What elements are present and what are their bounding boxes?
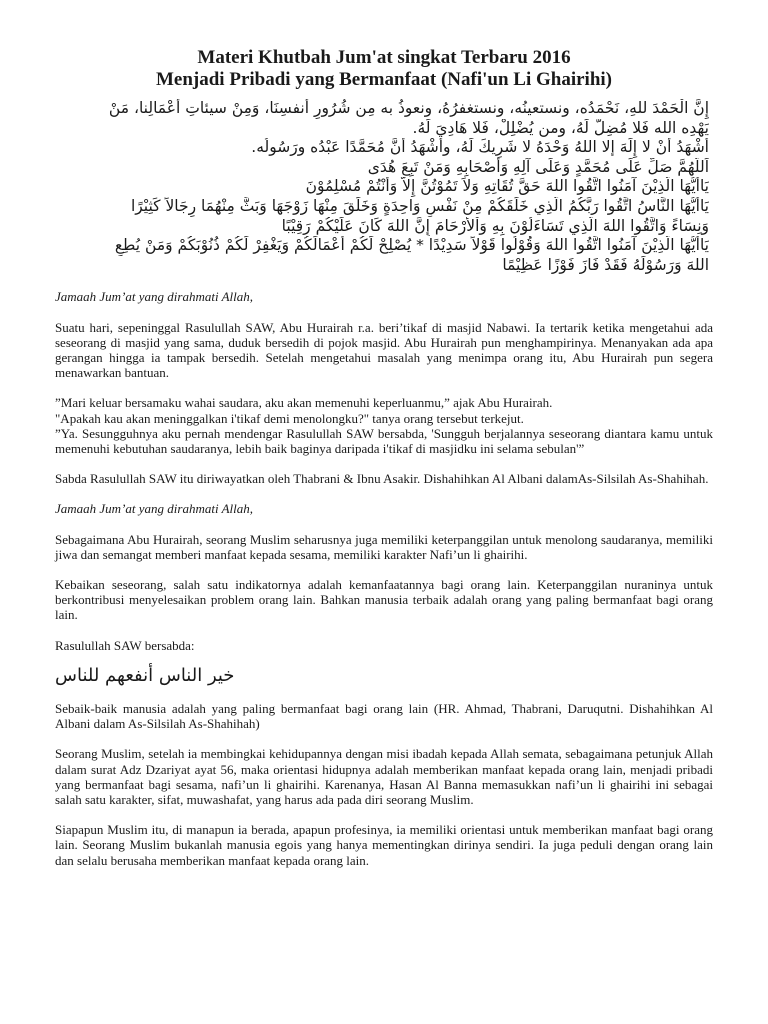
arabic-line: أَشْهَدُ أَنْ لا إِلَهَ إلا اللهُ وَحْدَهُ لا شَرِيكَ لَهُ، وأَشْهَدُ أَنَّ مُحَمَّدًا عَبْدُه ورَسُولُه.	[251, 138, 709, 157]
paragraph: Rasulullah SAW bersabda:	[55, 637, 195, 653]
title-block	[55, 0, 713, 91]
arabic-line: إِنَّ الْحَمْدَ للهِ، نَحْمَدُه، ونستعينُه، ونستغفرُهُ، ونعوذُ به مِن شُرُورِ أنفسِنَا، وَمِنْ سيئاتِ أعْمَالِنا، مَنْ	[108, 99, 709, 117]
dialogue-line: ”Mari keluar bersamaku wahai saudara, aku akan memenuhi keperluanmu,” ajak Abu Hurairah.	[55, 395, 553, 411]
greeting: Jamaah Jum’at yang dirahmati Allah,	[55, 501, 253, 517]
paragraph: Kebaikan seseorang, salah satu indikatornya adalah kemanfaatannya bagi orang lain. Keterpanggilan nuraninya untuk berkontribusi menyelesaikan problem orang lain. Bahkan manusia terbaik adalah orang yang paling bermanfaat bagi orang lain.	[55, 576, 713, 623]
arabic-line: يَهْدِه الله فَلا مُضِلَّ لَهُ، ومن يُضْلِلْ، فَلا هَادِيَ لَهُ.	[412, 118, 709, 137]
arabic-line: وَنِسَاءً وَاتَّقُوا اللهَ الَّذِي تَسَاءَلُوْنَ بِهِ وَاْلأَرْحَامَ إِنَّ اللهَ كَانَ عَلَيْكُمْ رَقِيْبًا	[281, 216, 709, 235]
arabic-line: يَاأَيُّهَا الَّذِيْنَ آمَنُوا اتَّقُوا اللهَ حَقَّ تُقَاتِهِ وَلاَ تَمُوْتُنَّ إِلاَّ وَأَنْتُمْ مُسْلِمُوْنَ	[305, 177, 709, 196]
paragraph: Sabda Rasulullah SAW itu diriwayatkan oleh Thabrani & Ibnu Asakir. Dishahihkan Al Albani dalamAs-Silsilah As-Shahihah.	[55, 471, 709, 487]
body-text	[55, 289, 713, 867]
document-subtitle: Menjadi Pribadi yang Bermanfaat (Nafi'un Li Ghairihi)	[155, 69, 613, 90]
paragraph: Suatu hari, sepeninggal Rasulullah SAW, Abu Hurairah r.a. beri’tikaf di masjid Nabawi. Ia tertarik ketika mengetahui ada seseorang di masjid yang sama, duduk bersedih di pojok masjid. Abu Hurairah pun menghampirinya. Menanyakan ada apa gerangan hingga ia tampak bersedih. Setelah mengetahui masalah yang menimpa orang itu, Abu Hurairah pun segera menawarkan bantuan.	[55, 319, 713, 381]
arabic-line: اللهَ وَرَسُوْلَهُ فَقَدْ فَازَ فَوْزًا عَظِيْمًا	[502, 255, 709, 274]
paragraph: Seorang Muslim, setelah ia membingkai kehidupannya dengan misi ibadah kepada Allah semata, sebagaimana petunjuk Allah dalam surat Adz Dzariyat ayat 56, maka orientasi hidupnya adalah memberikan manfaat kepada orang lain, menjadi pribadi yang bermanfaat bagi sesama, nafi’un li ghairihi. Karenanya, Hasan Al Banna memasukkan nafi’un li ghairihi ini sebagai salah satu karakter, sifat, muwashafat, yang harus ada pada diri seorang Muslim.	[55, 746, 713, 808]
arabic-line: اَللَّهُمَّ صَلِّ عَلَى مُحَمَّدٍ وَعَلَى آلِهِ وَأَصْحَابِهِ وَمَنْ تَبِعَ هُدَى	[367, 157, 709, 176]
paragraph: Siapapun Muslim itu, di manapun ia berada, apapun profesinya, ia memiliki orientasi untuk memberikan manfaat bagi orang lain. Seorang Muslim bukanlah manusia egois yang hanya mementingkan dirinya sendiri. Ia juga peduli dengan orang lain dan selalu berusaha memberikan manfaat kepada orang lain.	[55, 822, 713, 868]
dialogue-line: "Apakah kau akan meninggalkan i'tikaf demi menolongku?" tanya orang tersebut terkejut.	[55, 410, 524, 426]
document-title: Materi Khutbah Jum'at singkat Terbaru 2016	[197, 47, 571, 68]
arabic-line: يَاأَيُّهَا الَّذِيْنَ آمَنُوا اتَّقُوا اللهَ وَقُوْلُوا قَوْلاً سَدِيْدًا * يُصْلِحْ لَكُمْ أَعْمَالَكُمْ وَيَغْفِرْ لَكُمْ ذُنُوْبَكُمْ وَمَنْ يُطِعِ	[114, 236, 709, 255]
arabic-opening	[55, 99, 709, 275]
paragraph: Sebaik-baik manusia adalah yang paling bermanfaat bagi orang lain (HR. Ahmad, Thabrani, Daruqutni. Dishahihkan Al Albani dalam As-Silsilah As-Shahihah)	[55, 701, 713, 732]
dialogue-block	[55, 395, 713, 456]
paragraph: Sebagaimana Abu Hurairah, seorang Muslim seharusnya juga memiliki keterpanggilan untuk menolong saudaranya, memiliki jiwa dan semangat memberi manfaat kepada sesama, memiliki karakter Nafi’un li ghairihi.	[55, 531, 713, 562]
hadith-arabic: خير الناس أنفعهم للناس	[55, 664, 235, 686]
greeting: Jamaah Jum’at yang dirahmati Allah,	[55, 289, 253, 305]
arabic-line: يَاأَيُّهَا النَّاسُ اتَّقُوا رَبَّكُمُ الَّذِي خَلَقَكُمْ مِنْ نَفْسٍ وَاحِدَةٍ وَخَلَقَ مِنْهَا زَوْجَهَا وَبَثَّ مِنْهُمَا رِجَالاً كَثِيْرًا	[130, 196, 709, 215]
dialogue-line: ”Ya. Sesungguhnya aku pernah mendengar Rasulullah SAW bersabda, 'Sungguh berjalannya seseorang diantara kamu untuk memenuhi kebutuhan saudaranya, lebih baik baginya daripada i'tikaf di masjidku ini selama sebulan'”	[55, 425, 713, 456]
